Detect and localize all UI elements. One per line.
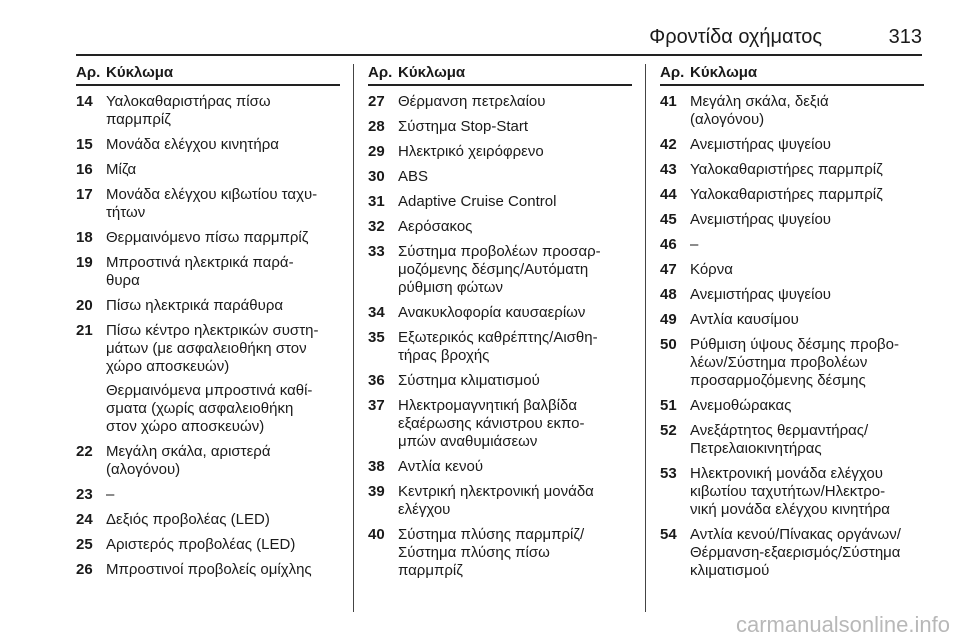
fuse-number: 54 xyxy=(660,526,677,543)
fuse-row xyxy=(76,136,340,154)
fuse-number: 25 xyxy=(76,536,93,553)
header-number-label: Αρ. xyxy=(368,64,393,81)
column-divider xyxy=(645,64,646,612)
column-header xyxy=(368,60,632,86)
fuse-number: 35 xyxy=(368,329,385,346)
fuse-number: 44 xyxy=(660,186,677,203)
fuse-number: 51 xyxy=(660,397,677,414)
fuse-number: 50 xyxy=(660,336,677,353)
fuse-number: 18 xyxy=(76,229,93,246)
fuse-number: 32 xyxy=(368,218,385,235)
fuse-row xyxy=(76,254,340,290)
fuse-circuit: Μίζα xyxy=(106,161,137,178)
fuse-row xyxy=(660,261,924,279)
fuse-row xyxy=(660,186,924,204)
fuse-number: 46 xyxy=(660,236,677,253)
column-header xyxy=(660,60,924,86)
fuse-row xyxy=(368,168,632,186)
fuse-circuit: Ανεξάρτητος θερμαντήρας/ Πετρελαιοκινητήρας xyxy=(690,422,869,457)
fuse-row xyxy=(660,397,924,415)
fuse-circuit: Ρύθμιση ύψους δέσμης προβο- λέων/Σύστημα προβολέων προσαρμοζόμενης δέσμης xyxy=(690,336,899,389)
fuse-row xyxy=(76,561,340,579)
header-circuit-label: Κύκλωμα xyxy=(106,64,174,81)
header-number-label: Αρ. xyxy=(76,64,101,81)
fuse-row xyxy=(76,536,340,554)
fuse-circuit: Ανεμιστήρας ψυγείου xyxy=(690,211,831,228)
fuse-circuit: Δεξιός προβολέας (LED) xyxy=(106,511,270,528)
fuse-circuit: Κόρνα xyxy=(690,261,733,278)
fuse-number: 16 xyxy=(76,161,93,178)
fuse-number: 49 xyxy=(660,311,677,328)
fuse-circuit: Ηλεκτρομαγνητική βαλβίδα εξαέρωσης κάνιστρου εκπο- μπών αναθυμιάσεων xyxy=(398,397,585,450)
fuse-number: 22 xyxy=(76,443,93,460)
fuse-circuit: Αερόσακος xyxy=(398,218,473,235)
fuse-number: 41 xyxy=(660,93,677,110)
fuse-circuit: Σύστημα Stop-Start xyxy=(398,118,529,135)
fuse-number: 23 xyxy=(76,486,93,503)
fuse-circuit: Ανακυκλοφορία καυσαερίων xyxy=(398,304,586,321)
fuse-number: 48 xyxy=(660,286,677,303)
fuse-circuit: Σύστημα κλιματισμού xyxy=(398,372,540,389)
fuse-number: 30 xyxy=(368,168,385,185)
fuse-number: 47 xyxy=(660,261,677,278)
fuse-circuit: Μονάδα ελέγχου κιβωτίου ταχυ- τήτων xyxy=(106,186,318,221)
fuse-row xyxy=(76,322,340,376)
fuse-circuit: Ηλεκτρικό χειρόφρενο xyxy=(398,143,544,160)
fuse-row xyxy=(368,397,632,451)
fuse-circuit: – xyxy=(690,236,699,253)
fuse-circuit: Ανεμιστήρας ψυγείου xyxy=(690,136,831,153)
fuse-row xyxy=(76,297,340,315)
fuse-number: 19 xyxy=(76,254,93,271)
fuse-row xyxy=(660,286,924,304)
fuse-row xyxy=(368,193,632,211)
fuse-row xyxy=(368,458,632,476)
fuse-number: 21 xyxy=(76,322,93,339)
fuse-circuit: Κεντρική ηλεκτρονική μονάδα ελέγχου xyxy=(398,483,594,518)
fuse-number: 26 xyxy=(76,561,93,578)
fuse-row xyxy=(368,526,632,580)
fuse-circuit: ABS xyxy=(398,168,429,185)
fuse-number: 42 xyxy=(660,136,677,153)
fuse-row xyxy=(76,229,340,247)
fuse-number: 45 xyxy=(660,211,677,228)
fuse-row xyxy=(76,161,340,179)
fuse-row xyxy=(660,136,924,154)
fuse-row xyxy=(660,161,924,179)
fuse-table-column-2 xyxy=(368,60,632,580)
fuse-row xyxy=(660,236,924,254)
fuse-circuit: – xyxy=(106,486,115,503)
fuse-circuit-note: Θερμαινόμενα μπροστινά καθί- σματα (χωρίς ασφαλειοθήκη στον χώρο αποσκευών) xyxy=(106,382,313,435)
fuse-circuit: Αντλία κενού xyxy=(398,458,484,475)
fuse-circuit: Αριστερός προβολέας (LED) xyxy=(106,536,296,553)
column-divider xyxy=(353,64,354,612)
fuse-row xyxy=(368,218,632,236)
fuse-number: 37 xyxy=(368,397,385,414)
fuse-table-column-3 xyxy=(660,60,924,580)
column-header xyxy=(76,60,340,86)
fuse-circuit: Ηλεκτρονική μονάδα ελέγχου κιβωτίου ταχυτήτων/Ηλεκτρο- νική μονάδα ελέγχου κινητήρα xyxy=(690,465,890,518)
fuse-row xyxy=(368,118,632,136)
fuse-circuit: Υαλοκαθαριστήρας πίσω παρμπρίζ xyxy=(106,93,271,128)
fuse-circuit: Θέρμανση πετρελαίου xyxy=(398,93,546,110)
fuse-circuit: Μπροστινά ηλεκτρικά παρά- θυρα xyxy=(106,254,294,289)
fuse-row xyxy=(368,304,632,322)
fuse-circuit: Ανεμοθώρακας xyxy=(690,397,792,414)
fuse-circuit: Adaptive Cruise Control xyxy=(398,193,557,210)
fuse-row xyxy=(368,93,632,111)
fuse-row xyxy=(76,93,340,129)
fuse-number: 14 xyxy=(76,93,93,110)
fuse-circuit: Σύστημα πλύσης παρμπρίζ/ Σύστημα πλύσης πίσω παρμπρίζ xyxy=(398,526,585,579)
fuse-circuit: Ανεμιστήρας ψυγείου xyxy=(690,286,831,303)
fuse-row xyxy=(368,143,632,161)
header-circuit-label: Κύκλωμα xyxy=(690,64,758,81)
fuse-row xyxy=(368,243,632,297)
section-title: Φροντίδα οχήματος xyxy=(649,26,822,48)
fuse-number: 31 xyxy=(368,193,385,210)
fuse-number: 17 xyxy=(76,186,93,203)
fuse-number: 43 xyxy=(660,161,677,178)
fuse-circuit: Μονάδα ελέγχου κινητήρα xyxy=(106,136,279,153)
fuse-row xyxy=(660,336,924,390)
fuse-circuit: Εξωτερικός καθρέπτης/Αισθη- τήρας βροχής xyxy=(398,329,598,364)
fuse-number: 20 xyxy=(76,297,93,314)
fuse-row xyxy=(368,372,632,390)
header-circuit-label: Κύκλωμα xyxy=(398,64,466,81)
fuse-row xyxy=(368,329,632,365)
fuse-number: 52 xyxy=(660,422,677,439)
fuse-row xyxy=(660,465,924,519)
fuse-row xyxy=(660,93,924,129)
fuse-row xyxy=(368,483,632,519)
fuse-number: 38 xyxy=(368,458,385,475)
fuse-row xyxy=(660,211,924,229)
fuse-row xyxy=(76,186,340,222)
fuse-circuit: Μπροστινοί προβολείς ομίχλης xyxy=(106,561,312,578)
fuse-row xyxy=(76,511,340,529)
watermark: carmanualsonline.info xyxy=(735,612,950,637)
fuse-row xyxy=(660,526,924,580)
fuse-circuit: Πίσω ηλεκτρικά παράθυρα xyxy=(106,297,284,314)
fuse-number: 36 xyxy=(368,372,385,389)
fuse-circuit: Μεγάλη σκάλα, δεξιά (αλογόνου) xyxy=(690,93,829,128)
fuse-circuit: Υαλοκαθαριστήρες παρμπρίζ xyxy=(690,186,883,203)
fuse-number: 34 xyxy=(368,304,385,321)
header-number-label: Αρ. xyxy=(660,64,685,81)
fuse-circuit: Αντλία κενού/Πίνακας οργάνων/ Θέρμανση-εξαερισμός/Σύστημα κλιματισμού xyxy=(690,526,901,579)
fuse-number: 15 xyxy=(76,136,93,153)
fuse-circuit: Θερμαινόμενο πίσω παρμπρίζ xyxy=(106,229,309,246)
fuse-number: 28 xyxy=(368,118,385,135)
fuse-row xyxy=(76,443,340,479)
fuse-number: 40 xyxy=(368,526,385,543)
fuse-number: 53 xyxy=(660,465,677,482)
fuse-number: 39 xyxy=(368,483,385,500)
fuse-row xyxy=(660,422,924,458)
fuse-number: 24 xyxy=(76,511,93,528)
fuse-circuit: Υαλοκαθαριστήρες παρμπρίζ xyxy=(690,161,883,178)
fuse-table-column-1 xyxy=(76,60,340,579)
fuse-number: 29 xyxy=(368,143,385,160)
page-number: 313 xyxy=(888,26,922,48)
fuse-row xyxy=(76,486,340,504)
fuse-row xyxy=(660,311,924,329)
fuse-number: 33 xyxy=(368,243,385,260)
fuse-number: 27 xyxy=(368,93,385,110)
fuse-circuit: Αντλία καυσίμου xyxy=(690,311,799,328)
fuse-circuit: Μεγάλη σκάλα, αριστερά (αλογόνου) xyxy=(106,443,271,478)
fuse-circuit: Πίσω κέντρο ηλεκτρικών συστη- μάτων (με ασφαλειοθήκη στον χώρο αποσκευών) xyxy=(106,322,319,375)
page-header xyxy=(76,22,922,56)
fuse-circuit: Σύστημα προβολέων προσαρ- μοζόμενης δέσμης/Αυτόματη ρύθμιση φώτων xyxy=(398,243,601,296)
